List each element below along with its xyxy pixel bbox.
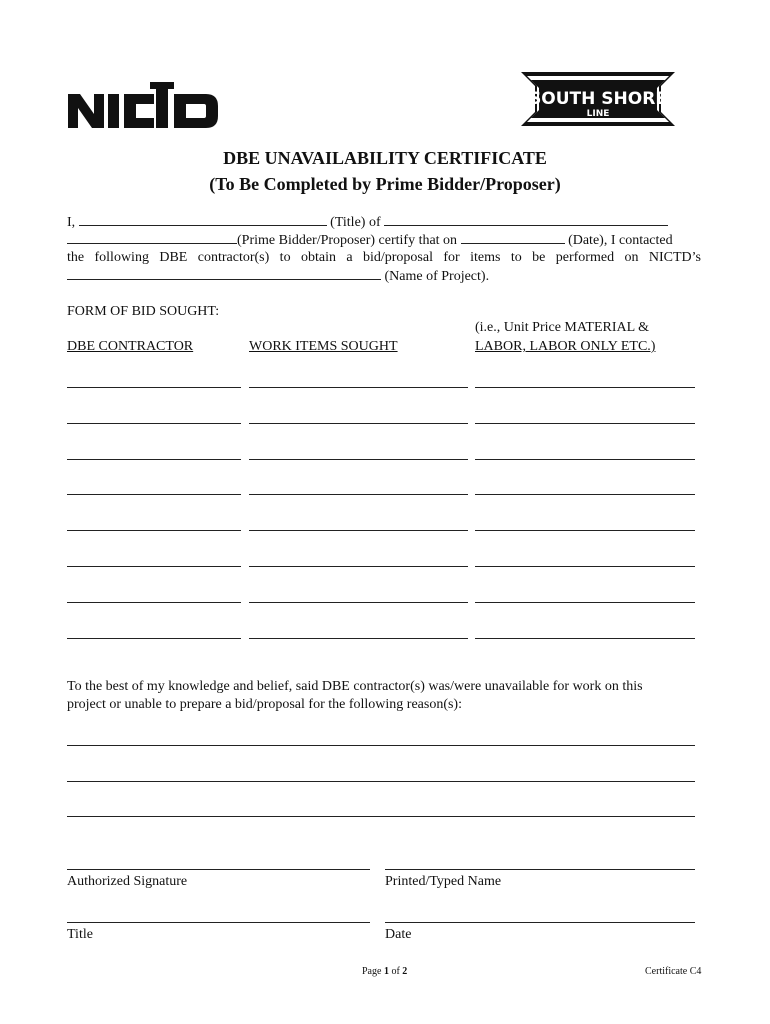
authorized-signature-label: Authorized Signature <box>67 874 188 889</box>
dbe-contractor-field[interactable] <box>67 387 241 388</box>
dbe-contractor-field[interactable] <box>67 602 241 603</box>
col2-header: WORK ITEMS SOUGHT <box>249 339 398 354</box>
work-items-field[interactable] <box>249 602 468 603</box>
cert-line-4 <box>67 267 489 286</box>
work-items-field[interactable] <box>249 423 468 424</box>
cert-line-3: the following DBE contractor(s) to obtain a bid/proposal for items to be performed on NICTD’s <box>67 250 701 265</box>
authorized-signature-field[interactable] <box>67 869 370 870</box>
bid-form-field[interactable] <box>475 638 695 639</box>
date-label: (Date), I contacted <box>568 233 673 248</box>
work-items-field[interactable] <box>249 638 468 639</box>
document-title: DBE UNAVAILABILITY CERTIFICATE <box>223 148 547 168</box>
reason-line-2: project or unable to prepare a bid/proposal for the following reason(s): <box>67 697 462 712</box>
work-items-field[interactable] <box>249 566 468 567</box>
cert-i: I, <box>67 215 76 230</box>
page-number <box>362 966 407 977</box>
title-label: (Title) of <box>330 215 381 230</box>
bid-form-field[interactable] <box>475 387 695 388</box>
work-items-field[interactable] <box>249 387 468 388</box>
work-items-field[interactable] <box>249 530 468 531</box>
bid-form-field[interactable] <box>475 530 695 531</box>
dbe-contractor-field[interactable] <box>67 566 241 567</box>
printed-name-label: Printed/Typed Name <box>385 874 502 889</box>
reason-field-2[interactable] <box>67 781 695 782</box>
form-heading: FORM OF BID SOUGHT: <box>67 304 220 319</box>
bid-form-field[interactable] <box>475 459 695 460</box>
date-signature-field[interactable] <box>385 922 695 923</box>
cert-line-2 <box>67 231 673 250</box>
page-of: of <box>391 966 400 977</box>
certificate-id: Certificate C4 <box>645 966 702 977</box>
document-subtitle: (To Be Completed by Prime Bidder/Proposer) <box>209 174 561 194</box>
bid-form-field[interactable] <box>475 602 695 603</box>
dbe-contractor-field[interactable] <box>67 638 241 639</box>
project-field[interactable] <box>67 267 381 280</box>
dbe-contractor-field[interactable] <box>67 423 241 424</box>
title-label-bottom: Title <box>67 927 93 942</box>
bidder-label: (Prime Bidder/Proposer) certify that on <box>237 233 458 248</box>
name-field[interactable] <box>79 213 327 226</box>
south-shore-line-logo <box>519 70 677 128</box>
logo-text-line: LINE <box>586 109 610 119</box>
bid-form-field[interactable] <box>475 494 695 495</box>
work-items-field[interactable] <box>249 459 468 460</box>
bid-form-field[interactable] <box>475 566 695 567</box>
work-items-field[interactable] <box>249 494 468 495</box>
title-field[interactable] <box>384 213 668 226</box>
dbe-contractor-field[interactable] <box>67 494 241 495</box>
col3-header-line1: (i.e., Unit Price MATERIAL & <box>475 320 650 335</box>
page-total: 2 <box>402 966 408 977</box>
date-label-bottom: Date <box>385 927 412 942</box>
reason-field-3[interactable] <box>67 816 695 817</box>
bid-form-field[interactable] <box>475 423 695 424</box>
cert-line-1 <box>67 213 668 232</box>
title-signature-field[interactable] <box>67 922 370 923</box>
col1-header: DBE CONTRACTOR <box>67 339 194 354</box>
page-word: Page <box>362 966 382 977</box>
reason-field-1[interactable] <box>67 745 695 746</box>
col3-header-line2: LABOR, LABOR ONLY ETC.) <box>475 339 656 354</box>
nictd-logo <box>66 80 222 130</box>
page-current: 1 <box>383 966 389 977</box>
project-label: (Name of Project). <box>384 269 490 284</box>
printed-name-field[interactable] <box>385 869 695 870</box>
logo-text-south-shore: SOUTH SHORE <box>529 89 667 109</box>
reason-line-1: To the best of my knowledge and belief, said DBE contractor(s) was/were unavailable for work on this <box>67 679 643 694</box>
bidder-field[interactable] <box>67 231 237 244</box>
date-contact-field[interactable] <box>461 231 565 244</box>
dbe-contractor-field[interactable] <box>67 459 241 460</box>
dbe-contractor-field[interactable] <box>67 530 241 531</box>
